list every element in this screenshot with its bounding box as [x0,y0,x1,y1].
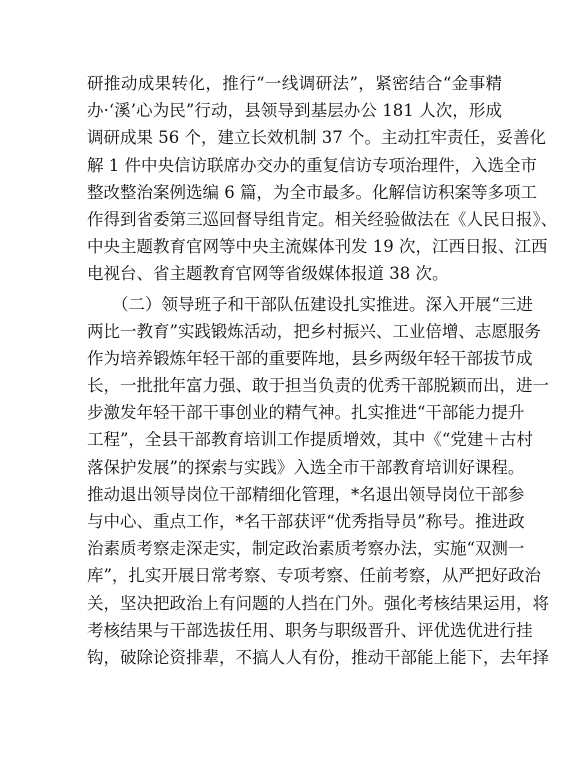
text-line: 研推动成果转化，推行“一线调研法”，紧密结合“金事精 [87,74,502,93]
text-line: （二）领导班子和干部队伍建设扎实推进。深入开展“三进 [112,294,533,314]
text-line: 与中心、重点工作，*名干部获评“优秀指导员”称号。推进政 [87,512,525,531]
text-line: 考核结果与干部选拔任用、职务与职级晋升、评优选优进行挂 [87,620,533,640]
paragraph-1 [87,70,558,288]
document-body [87,70,558,671]
text-line: 库”，扎实开展日常考察、专项考察、任前考察，从严把好政治 [87,566,541,586]
text-line: 关，坚决把政治上有问题的人挡在门外。强化考核结果运用，将 [87,593,549,613]
text-line: 工程”，全县干部教育培训工作提质增效，其中《“党建＋古村 [87,430,533,450]
text-line: 电视台、省主题教育官网等省级媒体报道 38 次。 [87,264,449,284]
text-line: 整改整治案例选编 6 篇，为全市最多。化解信访积案等多项工 [87,182,537,202]
text-line: 调研成果 56 个，建立长效机制 37 个。主动扛牢责任，妥善化 [87,128,546,148]
text-line: 两比一教育”实践锻炼活动，把乡村振兴、工业倍增、志愿服务 [87,321,541,341]
text-line: 解 1 件中央信访联席办交办的重复信访专项治理件，入选全市 [87,155,537,175]
text-line: 步激发年轻干部干事创业的精气神。扎实推进“干部能力提升 [87,403,525,423]
text-line: 长，一批批年富力强、敢于担当负责的优秀干部脱颖而出，进一 [87,376,549,396]
paragraph-2 [87,291,549,672]
text-line: 推动退出领导岗位干部精细化管理，*名退出领导岗位干部参 [87,484,525,504]
text-line: 中央主题教育官网等中央主流媒体刊发 19 次，江西日报、江西 [87,237,548,257]
text-line: 作得到省委第三巡回督导组肯定。相关经验做法在《人民日报》、 [87,209,558,229]
text-line: 办·‘溪’心为民”行动，县领导到基层办公 181 人次，形成 [87,101,502,121]
text-line: 落保护发展”的探索与实践》入选全市干部教育培训好课程。 [87,457,525,477]
text-line: 作为培养锻炼年轻干部的重要阵地，县乡两级年轻干部拔节成 [87,348,533,368]
text-line: 钩，破除论资排辈，不搞人人有份，推动干部能上能下，去年择 [87,647,549,667]
text-line: 治素质考察走深走实，制定政治素质考察办法，实施“双测一 [87,539,525,559]
